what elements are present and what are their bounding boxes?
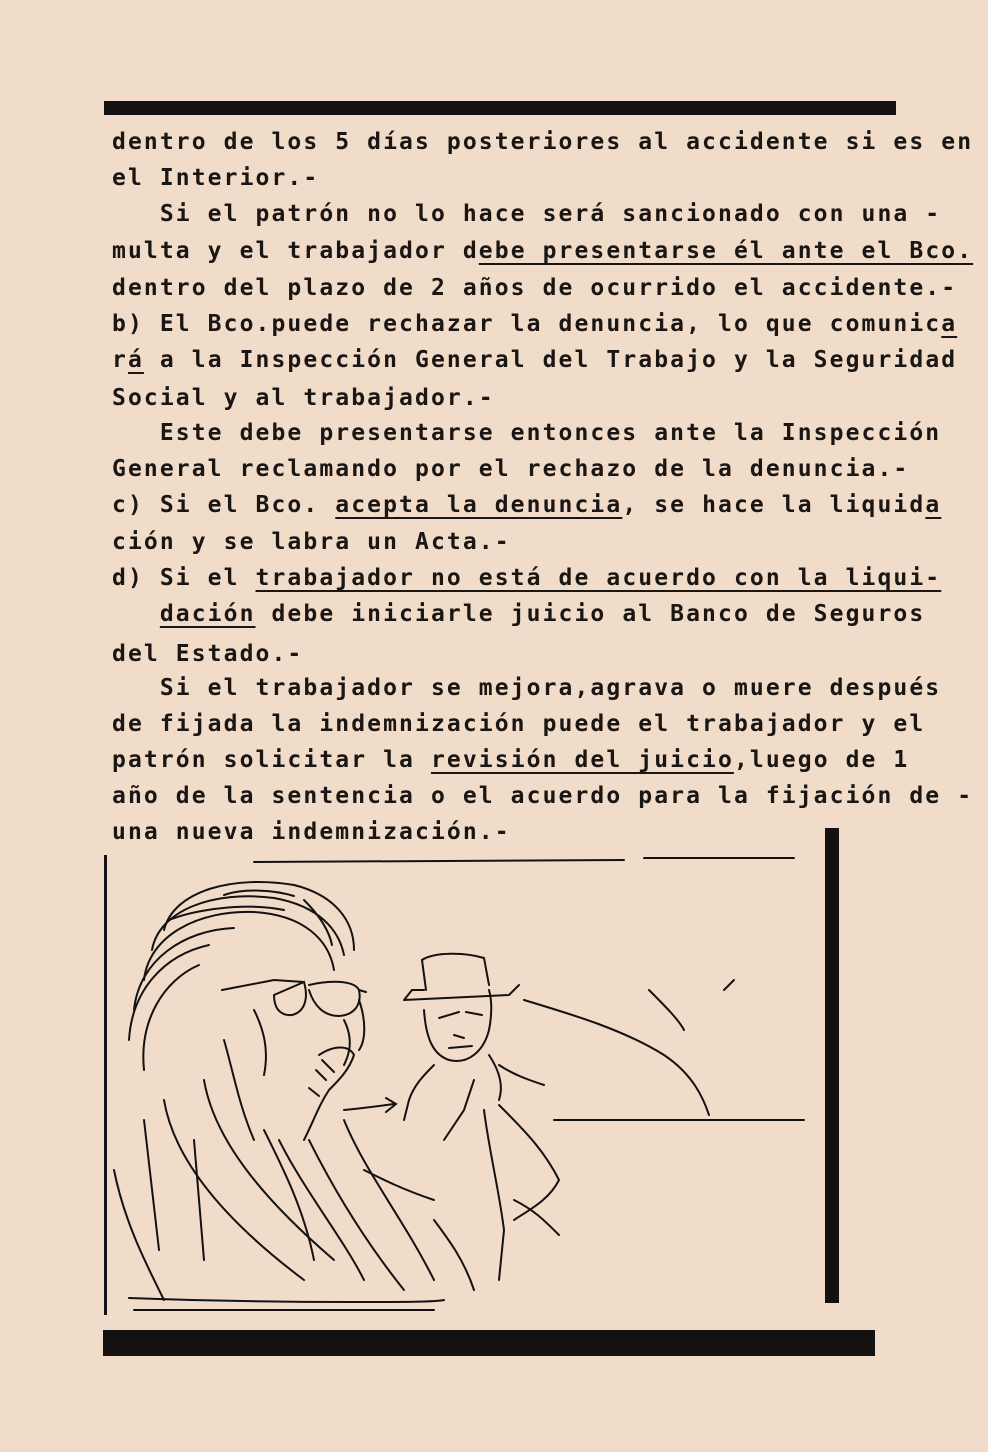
text-span: debe iniciarle juicio al Banco de Seguros [255,601,926,627]
underlined-text: revisión del juicio [430,747,734,773]
underlined-text: a [941,311,958,337]
text-line: Este debe presentarse entonces ante la Inspección [112,420,942,446]
text-line [112,600,925,628]
text-line [112,346,957,374]
text-line: General reclamando por el rechazo de la denuncia.- [112,456,910,482]
text-span: r [112,347,128,373]
bottom-border-bar [103,1330,875,1356]
arrow-mark [344,1098,396,1112]
text-line [112,491,941,519]
text-line: Si el trabajador se mejora,agrava o muere después [112,675,942,701]
man-with-glasses-sketch [114,882,434,1300]
text-span [112,601,160,627]
text-line [112,310,957,338]
text-line: el Interior.- [112,165,320,191]
text-line: ción y se labra un Acta.- [112,529,511,555]
text-span: patrón solicitar la [112,747,431,773]
text-line: año de la sentencia o el acuerdo para la fijación de - [112,783,974,809]
text-span: b) El Bco.puede rechazar la denuncia, lo que comunic [112,311,942,337]
underlined-text: acepta la denuncia [335,492,623,518]
text-line: una nueva indemnización.- [112,819,511,845]
text-span: a la Inspección General del Trabajo y la Seguridad [143,347,958,373]
underlined-text: a [925,492,942,518]
text-line: dentro del plazo de 2 años de ocurrido el accidente.- [112,275,958,301]
text-line [112,564,941,592]
text-span: d) Si el [112,565,256,591]
horizon-line [254,858,794,862]
man-with-hat-sketch [364,954,559,1290]
text-span: c) Si el Bco. [112,492,336,518]
underlined-text: trabajador no está de acuerdo con la liqui- [255,565,942,591]
underlined-text: á [127,347,144,373]
sketch-illustration [104,840,824,1330]
frame-right-border [825,828,839,1303]
text-span: multa y el trabajador d [112,238,479,264]
text-line [112,237,973,265]
underlined-text: ebe presentarse él ante el Bco. [478,238,974,264]
text-line: del Estado.- [112,641,304,667]
top-border-bar [104,101,896,115]
text-line [112,746,909,774]
text-line: Si el patrón no lo hace será sancionado con una - [112,201,942,227]
text-line: Social y al trabajador.- [112,385,495,411]
text-line: dentro de los 5 días posteriores al accidente si es en [112,129,974,155]
text-line: de fijada la indemnización puede el trabajador y el [112,711,926,737]
text-span: ,luego de 1 [733,747,910,773]
underlined-text: dación [159,601,256,627]
text-span: , se hace la liquid [622,492,926,518]
